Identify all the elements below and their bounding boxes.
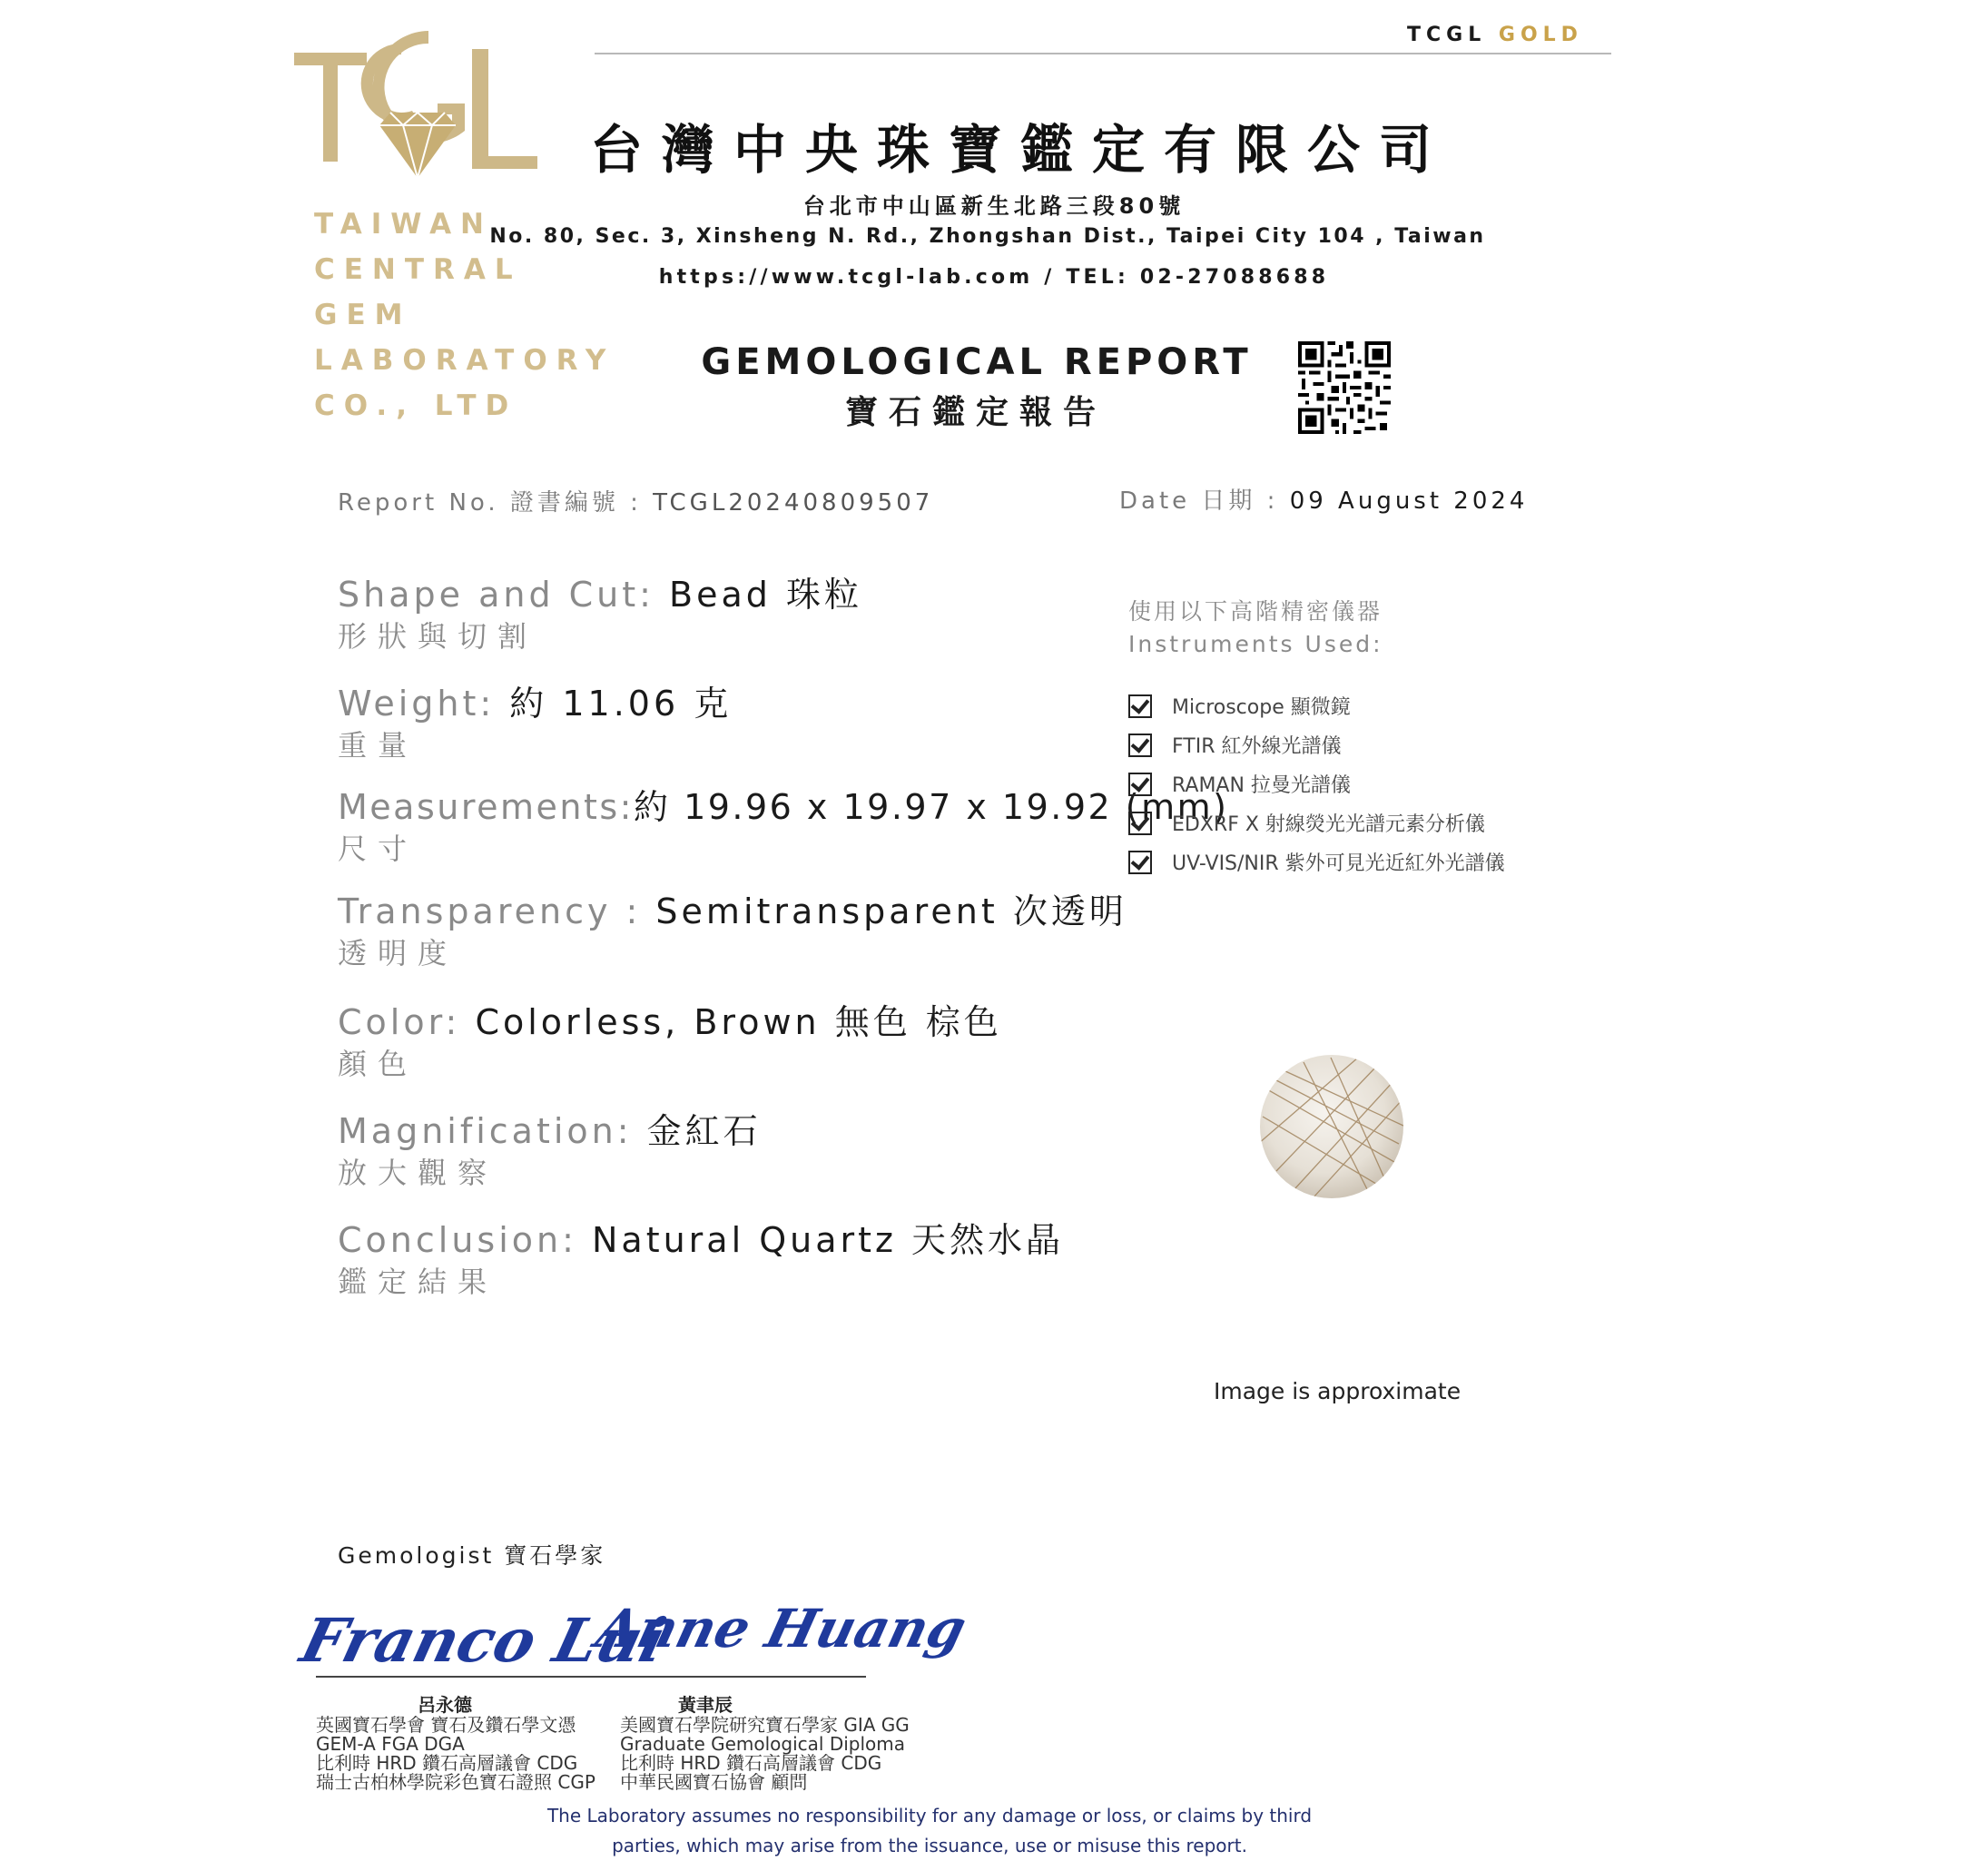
credential-line: Graduate Gemological Diploma (620, 1733, 906, 1755)
report-date-label: Date 日期 : (1119, 487, 1290, 515)
instrument-item (1128, 725, 1505, 764)
address-cn: 台北市中山區新生北路三段80號 (802, 193, 1186, 219)
gemologist-1-name: 呂永德 (418, 1694, 472, 1716)
field-shape-cut (338, 574, 862, 657)
lab-name-line: CENTRAL (314, 253, 522, 286)
gemologist-title: Gemologist 寶石學家 (338, 1542, 606, 1569)
signature-line (316, 1676, 866, 1678)
qr-code[interactable] (1298, 341, 1391, 434)
gemologist-1-credentials (316, 1716, 595, 1792)
instruments-list (1128, 686, 1505, 881)
field-label-cn: 重量 (338, 728, 418, 763)
field-value: Semitransparent 次透明 (655, 891, 1127, 931)
field-value: Bead 珠粒 (669, 575, 862, 615)
instruments-heading (1128, 596, 1383, 661)
instrument-label: Microscope 顯微鏡 (1172, 696, 1351, 719)
brand-main: TCGL (1407, 24, 1487, 46)
brand-mark (1407, 24, 1583, 46)
credential-line: 比利時 HRD 鑽石高層議會 CDG (620, 1752, 882, 1774)
field-label-cn: 鑑定結果 (338, 1265, 498, 1299)
disclaimer-line: parties, which may arise from the issuance, use or misuse this report. (612, 1835, 1247, 1856)
instrument-label: EDXRF X 射線熒光光譜元素分析儀 (1172, 813, 1485, 836)
instrument-item (1128, 803, 1505, 842)
field-magnification (338, 1110, 762, 1194)
gemologist-2-name: 黃聿辰 (678, 1694, 733, 1716)
website-phone[interactable]: https://www.tcgl-lab.com / TEL: 02-27088688 (658, 266, 1330, 289)
report-date (1119, 482, 1528, 516)
tcgl-logo (292, 13, 546, 185)
signatures-image (294, 1571, 973, 1689)
field-label-cn: 尺寸 (338, 832, 418, 866)
field-label: Transparency : (338, 891, 656, 931)
address-en: No. 80, Sec. 3, Xinsheng N. Rd., Zhongshan Dist., Taipei City 104 , Taiwan (489, 225, 1486, 248)
checkbox-checked-icon[interactable] (1128, 851, 1152, 874)
header-divider (595, 53, 1611, 54)
field-weight (338, 683, 732, 766)
report-number (338, 484, 933, 517)
checkbox-checked-icon[interactable] (1128, 694, 1152, 718)
field-label-cn: 透明度 (338, 936, 458, 970)
report-number-label: Report No. 證書編號 : (338, 489, 654, 517)
gemologist-2-credentials (620, 1716, 910, 1792)
credential-line: 美國寶石學院研究寶石學家 GIA GG (620, 1714, 910, 1736)
checkbox-checked-icon[interactable] (1128, 773, 1152, 796)
credential-line: GEM-A FGA DGA (316, 1733, 465, 1755)
report-title-en: GEMOLOGICAL REPORT (701, 341, 1253, 383)
field-value: 約 11.06 克 (509, 684, 733, 724)
field-value: 金紅石 (646, 1111, 762, 1151)
field-label-cn: 形狀與切割 (338, 619, 538, 654)
field-value: 約 19.96 x 19.97 x 19.92 (mm) (633, 787, 1229, 827)
field-value: Natural Quartz 天然水晶 (591, 1220, 1065, 1260)
field-color (338, 1001, 1002, 1085)
credential-line: 中華民國寶石協會 顧問 (620, 1771, 808, 1793)
field-label: Weight: (338, 684, 510, 724)
logo-letters: TCGL (292, 13, 295, 14)
company-name-cn: 台灣中央珠寶鑑定有限公司 (590, 119, 1452, 181)
brand-accent: GOLD (1498, 24, 1583, 46)
report-title-cn: 寶石鑑定報告 (844, 394, 1107, 431)
credential-line: 英國寶石學會 寶石及鑽石學文憑 (316, 1714, 576, 1736)
field-measurements (338, 786, 1228, 870)
checkbox-checked-icon[interactable] (1128, 812, 1152, 835)
field-label: Conclusion: (338, 1220, 592, 1260)
instrument-label: FTIR 紅外線光譜儀 (1172, 735, 1342, 758)
field-label: Color: (338, 1002, 476, 1042)
instrument-label: UV-VIS/NIR 紫外可見光近紅外光譜儀 (1172, 852, 1505, 875)
field-label-cn: 顏色 (338, 1047, 418, 1081)
image-approx-note: Image is approximate (1214, 1378, 1461, 1404)
lab-name-line: TAIWAN (314, 208, 494, 241)
gem-bead-image (1258, 1053, 1405, 1200)
signature-franco-lui: Franco Lui (294, 1604, 674, 1676)
instruments-heading-cn: 使用以下高階精密儀器 (1128, 598, 1383, 625)
lab-name-line: LABORATORY (314, 344, 615, 377)
field-value: Colorless, Brown 無色 棕色 (475, 1002, 1002, 1042)
field-label: Measurements: (338, 787, 634, 827)
credential-line: 瑞士古柏林學院彩色寶石證照 CGP (316, 1771, 595, 1793)
field-label: Magnification: (338, 1111, 647, 1151)
report-number-value: TCGL20240809507 (653, 489, 934, 517)
instrument-item (1128, 764, 1505, 803)
instrument-item (1128, 686, 1505, 725)
lab-name-line: CO., LTD (314, 389, 518, 422)
disclaimer-line: The Laboratory assumes no responsibility for any damage or loss, or claims by third (546, 1805, 1313, 1827)
field-conclusion (338, 1219, 1064, 1303)
report-date-value: 09 August 2024 (1289, 487, 1529, 515)
field-label-cn: 放大觀察 (338, 1156, 498, 1190)
field-transparency (338, 891, 1127, 974)
signature-anne-huang: Anne Huang (590, 1597, 973, 1659)
field-label: Shape and Cut: (338, 575, 670, 615)
lab-name-line: GEM (314, 299, 412, 331)
credential-line: 比利時 HRD 鑽石高層議會 CDG (316, 1752, 578, 1774)
instrument-label: RAMAN 拉曼光譜儀 (1172, 774, 1351, 797)
checkbox-checked-icon[interactable] (1128, 734, 1152, 757)
instrument-item (1128, 842, 1505, 881)
disclaimer (0, 1801, 1859, 1861)
instruments-heading-en: Instruments Used: (1128, 631, 1383, 657)
